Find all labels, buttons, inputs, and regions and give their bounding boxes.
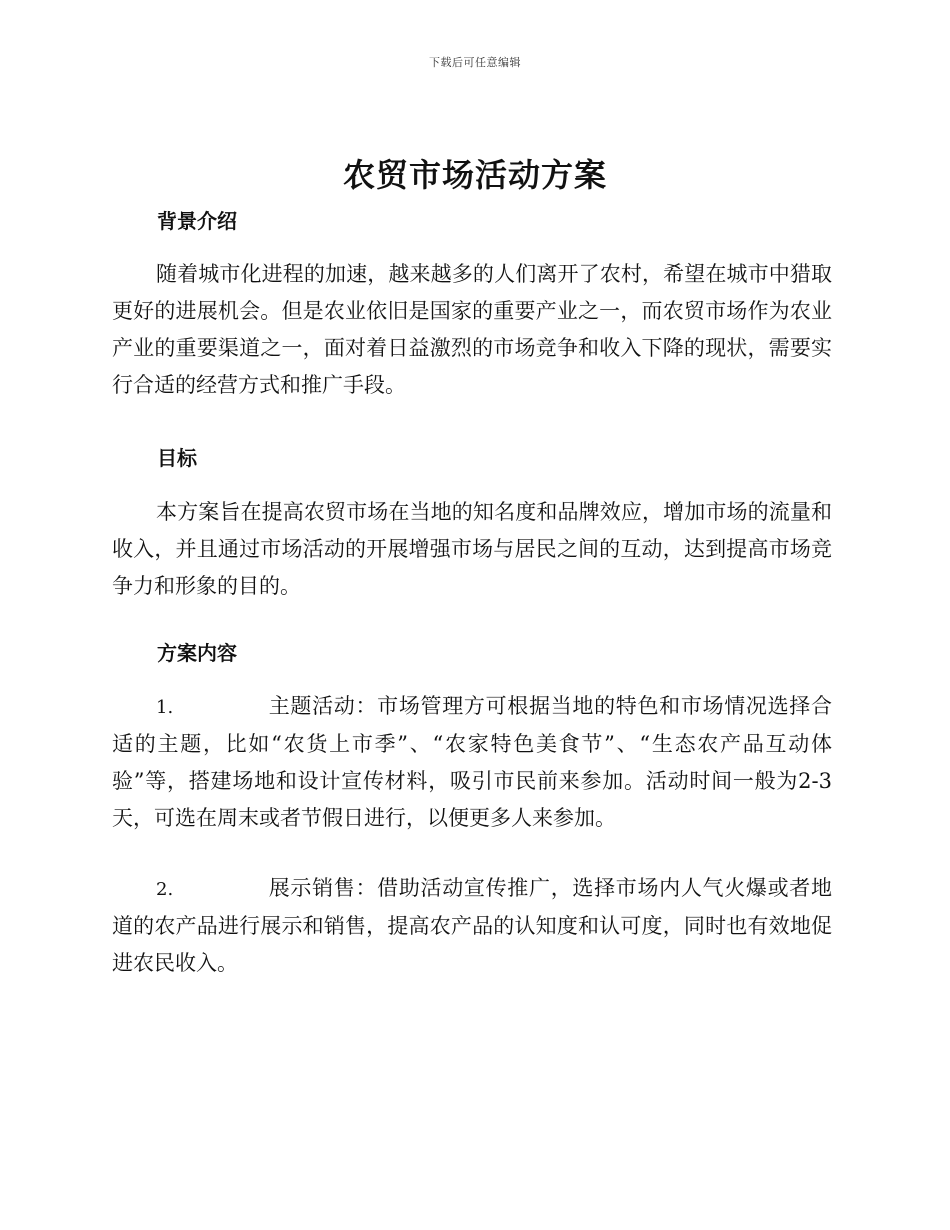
section-heading-plan: 方案内容 bbox=[157, 641, 237, 665]
plan-item-text: 主题活动：市场管理方可根据当地的特色和市场情况选择合适的主题，比如“农货上市季”、“农家特色美食节”、“生态农产品互动体验”等，搭建场地和设计宣传材料，吸引市民前来参加。活动时间一般为2-3天，可选在周末或者节假日进行，以便更多人来参加。 bbox=[112, 694, 832, 830]
plan-item-number: 2. bbox=[156, 879, 174, 900]
header-note: 下载后可任意编辑 bbox=[429, 56, 521, 69]
plan-item-1 bbox=[112, 688, 832, 837]
section-heading-goal: 目标 bbox=[157, 446, 197, 470]
section-heading-background: 背景介绍 bbox=[157, 209, 237, 233]
plan-item-number: 1. bbox=[156, 697, 174, 718]
section-background-body bbox=[112, 256, 832, 404]
document-title: 农贸市场活动方案 bbox=[342, 156, 607, 194]
plan-item-text: 展示销售：借助活动宣传推广，选择市场内人气火爆或者地道的农产品进行展示和销售，提高农产品的认知度和认可度，同时也有效地促进农民收入。 bbox=[112, 876, 832, 975]
paragraph-background: 随着城市化进程的加速，越来越多的人们离开了农村，希望在城市中猎取更好的进展机会。但是农业依旧是国家的重要产业之一，而农贸市场作为农业产业的重要渠道之一，面对着日益激烈的市场竞争和收入下降的现状，需要实行合适的经营方式和推广手段。 bbox=[112, 262, 832, 397]
plan-item-2 bbox=[112, 870, 832, 982]
section-goal-body bbox=[112, 494, 832, 605]
paragraph-goal: 本方案旨在提高农贸市场在当地的知名度和品牌效应，增加市场的流量和收入，并且通过市场活动的开展增强市场与居民之间的互动，达到提高市场竞争力和形象的目的。 bbox=[112, 500, 832, 598]
